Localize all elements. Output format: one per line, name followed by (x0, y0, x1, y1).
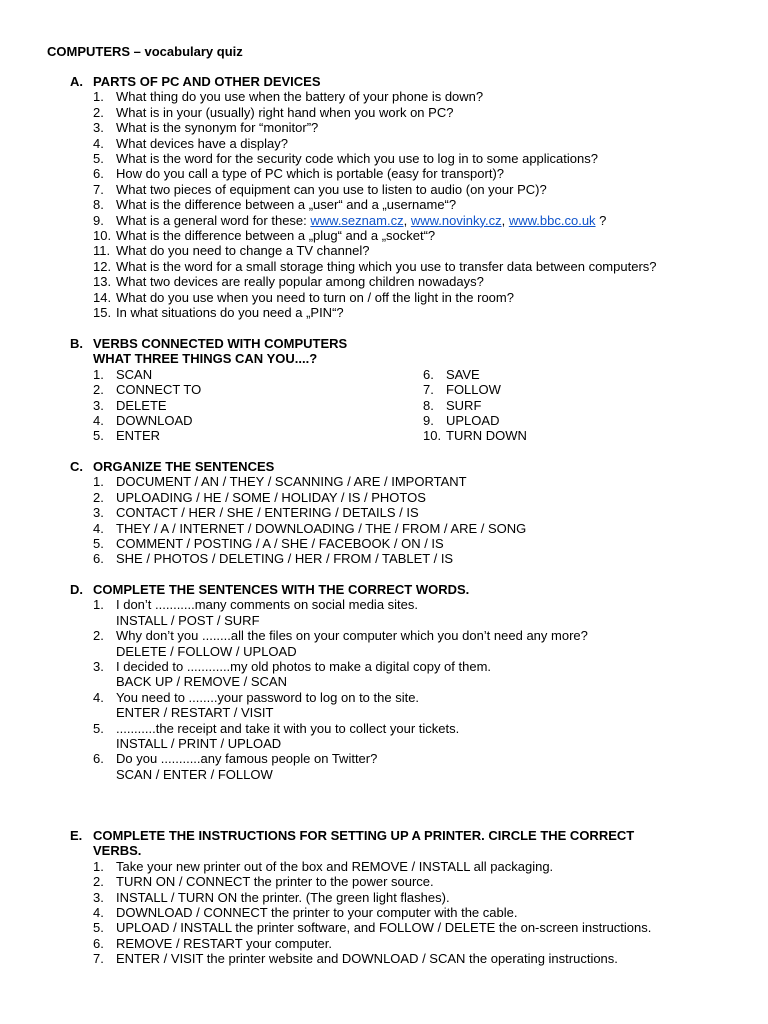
link-seznam[interactable]: www.seznam.cz (310, 212, 404, 228)
link-bbc[interactable]: www.bbc.co.uk (508, 212, 596, 228)
list-item: 7. FOLLOW (423, 382, 501, 398)
answer-options: SCAN / ENTER / FOLLOW (116, 766, 273, 782)
section-c (70, 459, 730, 567)
list-item: 10. What is the difference between a „plug“ and a „socket“? (93, 228, 436, 244)
list-item: 6. SAVE (423, 366, 480, 382)
list-item: 1. DOCUMENT / AN / THEY / SCANNING / ARE / IMPORTANT (93, 474, 467, 490)
list-item: 7. What two pieces of equipment can you use to listen to audio (on your PC)? (93, 181, 547, 197)
list-item: 3. CONTACT / HER / SHE / ENTERING / DETAILS / IS (93, 505, 419, 521)
list-item: 5. ...........the receipt and take it with you to collect your tickets. INSTALL / PRINT / UPLOAD (70, 721, 730, 752)
list-item: 5. UPLOAD / INSTALL the printer software, and FOLLOW / DELETE the on-screen instructions. (93, 920, 652, 936)
list-item: 2. Why don’t you ........all the files on your computer which you don’t need any more? DELETE / FOLLOW / UPLOAD (70, 628, 730, 659)
list-item: 8. SURF (423, 397, 482, 413)
list-item: 12. What is the word for a small storage thing which you use to transfer data between computers? (93, 258, 657, 274)
list-item: 10. TURN DOWN (423, 428, 527, 444)
list-item: 3. DELETE (93, 397, 167, 413)
section-a (70, 74, 730, 321)
page-title: COMPUTERS – vocabulary quiz (47, 44, 243, 59)
section-b-subheading: WHAT THREE THINGS CAN YOU....? (93, 351, 318, 367)
section-b-left-list (70, 367, 400, 444)
list-item: 8. What is the difference between a „user“ and a „username“? (93, 197, 457, 213)
section-d-list (70, 597, 730, 782)
list-item: 15. In what situations do you need a „PIN“? (93, 305, 344, 321)
list-item: 5. COMMENT / POSTING / A / SHE / FACEBOOK / ON / IS (93, 536, 444, 552)
list-item: 1. What thing do you use when the battery of your phone is down? (93, 89, 484, 105)
list-item: 2. What is in your (usually) right hand when you work on PC? (93, 104, 454, 120)
list-item: 6. SHE / PHOTOS / DELETING / HER / FROM / TABLET / IS (93, 551, 454, 567)
list-item: 1. I don’t ...........many comments on social media sites. INSTALL / POST / SURF (70, 597, 730, 628)
list-item: 3. What is the synonym for “monitor”? (93, 120, 319, 136)
answer-options: INSTALL / POST / SURF (116, 612, 260, 628)
section-a-heading: A. PARTS OF PC AND OTHER DEVICES (70, 74, 321, 89)
list-item: 2. TURN ON / CONNECT the printer to the power source. (93, 874, 434, 890)
list-item: 4. DOWNLOAD (93, 413, 193, 429)
list-item: 6. REMOVE / RESTART your computer. (93, 935, 333, 951)
list-item: 9. What is a general word for these: www.seznam.cz, www.novinky.cz, www.bbc.co.uk ? (93, 212, 607, 228)
section-e-heading: E. COMPLETE THE INSTRUCTIONS FOR SETTING UP A PRINTER. CIRCLE THE CORRECT VERBS. (70, 828, 635, 859)
list-item: 3. I decided to ............my old photos to make a digital copy of them. BACK UP / REMOVE / SCAN (70, 659, 730, 690)
list-item: 7. ENTER / VISIT the printer website and DOWNLOAD / SCAN the operating instructions. (93, 951, 618, 967)
answer-options: INSTALL / PRINT / UPLOAD (116, 736, 282, 752)
list-item: 11. What do you need to change a TV channel? (93, 243, 370, 259)
list-item: 2. UPLOADING / HE / SOME / HOLIDAY / IS / PHOTOS (93, 489, 426, 505)
section-e-list (70, 859, 730, 967)
list-item: 4. You need to ........your password to log on to the site. ENTER / RESTART / VISIT (70, 690, 730, 721)
list-item: 6. Do you ...........any famous people on Twitter? SCAN / ENTER / FOLLOW (70, 751, 730, 782)
list-item: 2. CONNECT TO (93, 382, 202, 398)
section-d (70, 582, 730, 782)
list-item: 9. UPLOAD (423, 413, 500, 429)
list-item: 14. What do you use when you need to turn on / off the light in the room? (93, 289, 514, 305)
section-b-right-list (400, 367, 730, 444)
link-novinky[interactable]: www.novinky.cz (410, 212, 502, 228)
answer-options: BACK UP / REMOVE / SCAN (116, 674, 287, 690)
section-b (70, 336, 730, 444)
list-item: 13. What two devices are really popular among children nowadays? (93, 274, 484, 290)
list-item: 3. INSTALL / TURN ON the printer. (The green light flashes). (93, 889, 450, 905)
section-c-list (70, 474, 730, 566)
list-item: 5. What is the word for the security code which you use to log in to some applications? (93, 151, 598, 167)
list-item: 6. How do you call a type of PC which is portable (easy for transport)? (93, 166, 505, 182)
section-b-columns (70, 367, 730, 444)
answer-options: ENTER / RESTART / VISIT (116, 705, 274, 721)
answer-options: DELETE / FOLLOW / UPLOAD (116, 643, 297, 659)
section-b-heading: B. VERBS CONNECTED WITH COMPUTERS (70, 336, 348, 351)
list-item: 1. Take your new printer out of the box and REMOVE / INSTALL all packaging. (93, 858, 554, 874)
list-item: 4. DOWNLOAD / CONNECT the printer to your computer with the cable. (93, 905, 518, 921)
list-item: 1. SCAN (93, 366, 153, 382)
list-item: 4. What devices have a display? (93, 135, 288, 151)
section-a-list (70, 89, 730, 320)
list-item: 5. ENTER (93, 428, 161, 444)
section-c-heading: C. ORGANIZE THE SENTENCES (70, 459, 275, 474)
section-e (70, 828, 730, 967)
section-d-heading: D. COMPLETE THE SENTENCES WITH THE CORRECT WORDS. (70, 582, 470, 597)
list-item: 4. THEY / A / INTERNET / DOWNLOADING / THE / FROM / ARE / SONG (93, 520, 527, 536)
